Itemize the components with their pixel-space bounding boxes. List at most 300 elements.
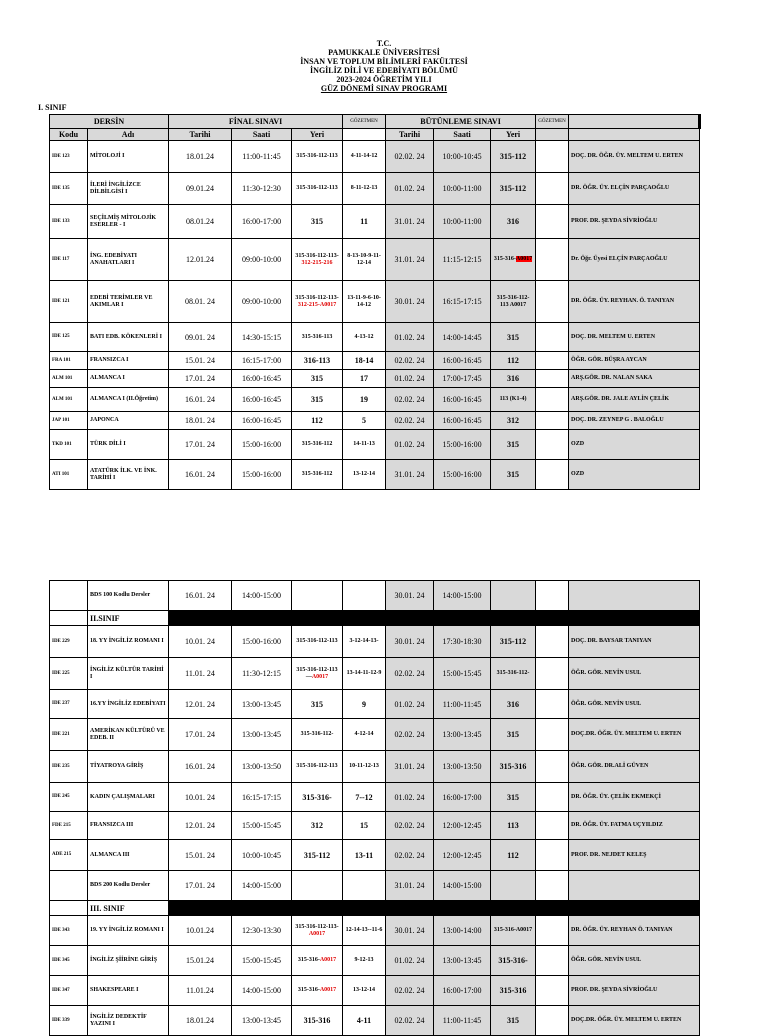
table-row: [50, 323, 700, 352]
makeup-room: 315: [491, 323, 536, 352]
header-instructor: [569, 115, 700, 129]
makeup-room: 112: [491, 352, 536, 370]
makeup-date: 02.02. 24: [386, 388, 434, 412]
makeup-date: 31.01. 24: [386, 205, 434, 239]
final-time: 16:00-16:45: [232, 388, 292, 412]
final-time: 13:00-13:45: [232, 690, 292, 719]
makeup-time: 10:00-11:00: [434, 205, 491, 239]
makeup-date: 30.01. 24: [386, 916, 434, 946]
table-row: [50, 430, 700, 460]
makeup-time: 13:00-13:45: [434, 946, 491, 976]
final-room-highlight: 312-215-216: [301, 259, 333, 266]
final-date: 17.01. 24: [169, 719, 232, 751]
course-code: IDE 133: [50, 205, 88, 239]
final-room: 315-316-: [292, 783, 343, 812]
course-code: IDE 339: [50, 1006, 88, 1036]
final-date: 11.01. 24: [169, 658, 232, 690]
col-yeri: Yeri: [292, 129, 343, 141]
final-room: 315: [292, 690, 343, 719]
final-date: 15.01. 24: [169, 840, 232, 871]
makeup-room-highlight: A0017: [515, 256, 533, 262]
instructor: OZD: [569, 460, 700, 490]
bds100-row-makeup-time: 14:00-15:00: [434, 581, 491, 611]
makeup-room: 315-316-A0017: [491, 916, 536, 946]
final-room-main: 315-316-112-113-: [295, 252, 339, 259]
course-name: ATATÜRK İLK. VE İNK. TARİHİ I: [88, 460, 169, 490]
final-proctor: 12-14-13--11-6: [343, 916, 386, 946]
instructor: ÖĞR. GÖR. NEVİN USUL: [569, 946, 700, 976]
course-code: IDE 123: [50, 141, 88, 173]
instructor: DOÇ. DR. ÖĞR. ÜY. MELTEM U. ERTEN: [569, 141, 700, 173]
final-room: 112: [292, 412, 343, 430]
makeup-room: 315-112: [491, 626, 536, 658]
makeup-date: 02.02. 24: [386, 141, 434, 173]
bds100-row-makeup-date: 30.01. 24: [386, 581, 434, 611]
makeup-proctor: [536, 690, 569, 719]
final-date: 15.01. 24: [169, 352, 232, 370]
final-room-main: 315-316-112-113-: [295, 294, 339, 301]
final-proctor: 8-11-12-13: [343, 173, 386, 205]
makeup-proctor: [536, 626, 569, 658]
makeup-proctor: [536, 173, 569, 205]
makeup-proctor: [536, 412, 569, 430]
table-row: [50, 352, 700, 370]
makeup-time: 16:00-16:45: [434, 352, 491, 370]
makeup-time: 13:00-13:50: [434, 751, 491, 783]
makeup-room: 113: [491, 812, 536, 840]
makeup-date: 02.02. 24: [386, 812, 434, 840]
bds200-row-blank: [50, 871, 88, 901]
makeup-room: 316: [491, 205, 536, 239]
makeup-proctor: [536, 460, 569, 490]
final-room: 315: [292, 370, 343, 388]
col-gozetmen-blank: [343, 129, 386, 141]
table-row: [50, 976, 700, 1006]
course-name: SHAKESPEARE I: [88, 976, 169, 1006]
final-proctor: 10-11-12-13: [343, 751, 386, 783]
makeup-room: 112: [491, 840, 536, 871]
header-line-2: PAMUKKALE ÜNİVERSİTESİ: [328, 48, 440, 57]
header-butunleme: BÜTÜNLEME SINAVI: [386, 115, 536, 129]
makeup-date: 01.02. 24: [386, 173, 434, 205]
instructor: ÖĞR. GÖR. NEVİN USUL: [569, 690, 700, 719]
header-final: FİNAL SINAVI: [169, 115, 343, 129]
final-room: [292, 281, 343, 323]
table-row: [50, 812, 700, 840]
final-proctor: 9: [343, 690, 386, 719]
instructor: DOÇ. DR. BAYSAR TANIYAN: [569, 626, 700, 658]
course-name: 18. YY İNGİLİZ ROMANI I: [88, 626, 169, 658]
table-row: [50, 946, 700, 976]
table-row: [50, 1006, 700, 1036]
final-time: 14:30-15:15: [232, 323, 292, 352]
instructor: DOÇ. DR. MELTEM U. ERTEN: [569, 323, 700, 352]
makeup-time: 16:00-16:45: [434, 412, 491, 430]
bds100-row-final-room: [292, 581, 343, 611]
makeup-date: 02.02. 24: [386, 840, 434, 871]
makeup-room-main: 315-316-: [493, 256, 516, 262]
bds200-row-makeup-room: [491, 871, 536, 901]
makeup-date: 02.02. 24: [386, 658, 434, 690]
makeup-date: 31.01. 24: [386, 239, 434, 281]
makeup-room: 315: [491, 1006, 536, 1036]
header-gozetmen-2: GÖZETMEN: [536, 115, 569, 129]
section-2-row: [50, 611, 700, 626]
course-name: ALMANCA I (II.Öğretim): [88, 388, 169, 412]
header-line-5: 2023-2024 ÖĞRETİM YILI: [336, 75, 432, 84]
makeup-proctor: [536, 658, 569, 690]
final-proctor: 14-11-13: [343, 430, 386, 460]
final-date: 11.01.24: [169, 976, 232, 1006]
table-row: [50, 751, 700, 783]
makeup-time: 12:00-12:45: [434, 812, 491, 840]
makeup-date: 01.02. 24: [386, 946, 434, 976]
course-name: ALMANCA III: [88, 840, 169, 871]
course-code: IDE 125: [50, 323, 88, 352]
makeup-room: 315-316-112-113 A0017: [491, 281, 536, 323]
final-time: 11:30-12:15: [232, 658, 292, 690]
final-proctor: 19: [343, 388, 386, 412]
instructor: DR. ÖĞR. ÜY. ÇELİK EKMEKÇİ: [569, 783, 700, 812]
section-2-row-bar: [169, 611, 700, 626]
makeup-date: 02.02. 24: [386, 412, 434, 430]
bds200-row-final-room: [292, 871, 343, 901]
final-room: [292, 976, 343, 1006]
final-time: 15:00-15:45: [232, 812, 292, 840]
makeup-time: 11:15-12:15: [434, 239, 491, 281]
course-name: TÜRK DİLİ I: [88, 430, 169, 460]
course-name: TİYATROYA GİRİŞ: [88, 751, 169, 783]
final-room: 315-316-112: [292, 460, 343, 490]
makeup-time: 10:00-10:45: [434, 141, 491, 173]
makeup-date: 01.02. 24: [386, 430, 434, 460]
makeup-proctor: [536, 719, 569, 751]
final-proctor: 13-12-14: [343, 460, 386, 490]
makeup-proctor: [536, 783, 569, 812]
final-room-highlight: A0017: [308, 930, 326, 937]
course-name: İNGİLİZ DEDEKTİF YAZINI I: [88, 1006, 169, 1036]
table-row: [50, 281, 700, 323]
final-date: 12.01. 24: [169, 690, 232, 719]
col-saati: Saati: [232, 129, 292, 141]
bds100-row-final-date: 16.01. 24: [169, 581, 232, 611]
final-time: 16:15-17:15: [232, 783, 292, 812]
makeup-date: 02.02. 24: [386, 1006, 434, 1036]
final-proctor: 5: [343, 412, 386, 430]
course-code: FRA 101: [50, 352, 88, 370]
final-room: 316-113: [292, 352, 343, 370]
final-time: 16:00-16:45: [232, 370, 292, 388]
instructor: DR. ÖĞR. ÜY. REYHAN Ö. TANIYAN: [569, 916, 700, 946]
final-time: 15:00-15:45: [232, 946, 292, 976]
course-code: IDE 245: [50, 783, 88, 812]
course-name: EDEBİ TERİMLER VE AKIMLAR I: [88, 281, 169, 323]
document-header: [0, 39, 768, 93]
makeup-proctor: [536, 1006, 569, 1036]
col-blank-3: [569, 129, 700, 141]
makeup-proctor: [536, 352, 569, 370]
makeup-proctor: [536, 812, 569, 840]
makeup-proctor: [536, 751, 569, 783]
final-time: 13:00-13:45: [232, 1006, 292, 1036]
col-saati-2: Saati: [434, 129, 491, 141]
final-date: 10.01.24: [169, 916, 232, 946]
final-room: 315: [292, 388, 343, 412]
makeup-proctor: [536, 976, 569, 1006]
final-room-main: 315-316-: [297, 957, 320, 963]
final-room: 315-316-112-113: [292, 173, 343, 205]
instructor: OZD: [569, 430, 700, 460]
makeup-date: 30.01. 24: [386, 626, 434, 658]
final-proctor: 17: [343, 370, 386, 388]
instructor: Dr. Öğr. Üyesi ELÇİN PARÇAOĞLU: [569, 239, 700, 281]
final-time: 16:00-16:45: [232, 412, 292, 430]
table-row: [50, 690, 700, 719]
col-tarihi: Tarihi: [169, 129, 232, 141]
final-date: 12.01.24: [169, 239, 232, 281]
course-code: IDE 237: [50, 690, 88, 719]
final-date: 17.01. 24: [169, 370, 232, 388]
final-room-main: 315-316-112-113—: [296, 666, 338, 680]
final-time: 11:30-12:30: [232, 173, 292, 205]
makeup-time: 15:00-16:00: [434, 460, 491, 490]
instructor: ÖĞR. GÖR. NEVİN USUL: [569, 658, 700, 690]
final-room-highlight: A0017: [319, 957, 337, 963]
final-room: [292, 658, 343, 690]
table-row: [50, 658, 700, 690]
makeup-room: 315: [491, 460, 536, 490]
section-3-row-blank: [50, 901, 88, 916]
makeup-time: 17:00-17:45: [434, 370, 491, 388]
final-date: 17.01. 24: [169, 430, 232, 460]
makeup-proctor: [536, 323, 569, 352]
final-room: 312: [292, 812, 343, 840]
course-code: TKD 101: [50, 430, 88, 460]
makeup-proctor: [536, 916, 569, 946]
makeup-date: 31.01. 24: [386, 460, 434, 490]
makeup-time: 11:00-11:45: [434, 1006, 491, 1036]
makeup-date: 01.02. 24: [386, 323, 434, 352]
course-name: 16.YY İNGİLİZ EDEBİYATI: [88, 690, 169, 719]
bds200-row-makeup-time: 14:00-15:00: [434, 871, 491, 901]
course-code: IDE 221: [50, 719, 88, 751]
course-name: JAPONCA: [88, 412, 169, 430]
makeup-time: 16:15-17:15: [434, 281, 491, 323]
makeup-proctor: [536, 840, 569, 871]
makeup-date: 01.02. 24: [386, 783, 434, 812]
course-name: SEÇİLMİŞ MİTOLOJİK ESERLER - I: [88, 205, 169, 239]
final-date: 10.01. 24: [169, 783, 232, 812]
course-name: İNG. EDEBİYATI ANAHATLARI I: [88, 239, 169, 281]
final-proctor: 11: [343, 205, 386, 239]
makeup-time: 12:00-12:45: [434, 840, 491, 871]
makeup-room: 315-316-: [491, 946, 536, 976]
header-line-1: T.C.: [376, 39, 392, 48]
instructor: DOÇ.DR. ÖĞR. ÜY. MELTEM U. ERTEN: [569, 719, 700, 751]
final-date: 18.01.24: [169, 141, 232, 173]
makeup-room: 315-112: [491, 141, 536, 173]
makeup-room: 113 (K1-4): [491, 388, 536, 412]
instructor: ÖĞR. GÖR. DR.ALİ GÜVEN: [569, 751, 700, 783]
final-room-highlight: A0017: [319, 987, 337, 993]
bds100-row-blank: [50, 581, 88, 611]
instructor: ARŞ.GÖR. DR. JALE AYLİN ÇELİK: [569, 388, 700, 412]
bds200-row-final-proctor: [343, 871, 386, 901]
course-name: KADIN ÇALIŞMALARI: [88, 783, 169, 812]
makeup-room: 315: [491, 430, 536, 460]
makeup-proctor: [536, 370, 569, 388]
final-date: 08.01.24: [169, 205, 232, 239]
bds100-row: [50, 581, 700, 611]
final-proctor: 13-11: [343, 840, 386, 871]
course-code: IDE 121: [50, 281, 88, 323]
makeup-room: 315-316-112-: [491, 658, 536, 690]
section-3-row: [50, 901, 700, 916]
instructor: DR. ÖĞR. ÜY. FATMA UÇYILDIZ: [569, 812, 700, 840]
course-code: IDE 347: [50, 976, 88, 1006]
makeup-time: 16:00-16:45: [434, 388, 491, 412]
final-time: 15:00-16:00: [232, 626, 292, 658]
final-room: [292, 946, 343, 976]
makeup-date: 30.01. 24: [386, 281, 434, 323]
final-room: 315: [292, 205, 343, 239]
bds100-row-label: BDS 100 Kodlu Dersler: [88, 581, 169, 611]
final-time: 13:00-13:45: [232, 719, 292, 751]
final-proctor: 3-12-14-13-: [343, 626, 386, 658]
final-date: 10.01. 24: [169, 626, 232, 658]
makeup-proctor: [536, 141, 569, 173]
instructor: PROF. DR. NEJDET KELEŞ: [569, 840, 700, 871]
table-row: [50, 370, 700, 388]
course-name: AMERİKAN KÜLTÜRÜ VE EDEB. II: [88, 719, 169, 751]
bds200-row-instructor: [569, 871, 700, 901]
makeup-proctor: [536, 205, 569, 239]
header-line-3: İNSAN VE TOPLUM BİLİMLERİ FAKÜLTESİ: [300, 57, 468, 66]
final-proctor: 13-14-11-12-9: [343, 658, 386, 690]
table-row: [50, 412, 700, 430]
makeup-date: 02.02. 24: [386, 352, 434, 370]
table-row: [50, 205, 700, 239]
bds100-row-makeup-room: [491, 581, 536, 611]
course-code: ATI 101: [50, 460, 88, 490]
final-room-main: 315-316-: [297, 987, 320, 993]
bds200-row-makeup-date: 31.01. 24: [386, 871, 434, 901]
makeup-time: 10:00-11:00: [434, 173, 491, 205]
final-proctor: 9-12-13: [343, 946, 386, 976]
course-name: ALMANCA I: [88, 370, 169, 388]
final-proctor: 13-12-14: [343, 976, 386, 1006]
final-room-main: 315-316-112-113-: [295, 923, 339, 930]
instructor: DOÇ. DR. ZEYNEP G . BALOĞLU: [569, 412, 700, 430]
section-3-row-bar: [169, 901, 700, 916]
final-time: 15:00-16:00: [232, 460, 292, 490]
bds200-row: [50, 871, 700, 901]
makeup-proctor: [536, 430, 569, 460]
course-name: FRANSIZCA I: [88, 352, 169, 370]
final-proctor: 4-11: [343, 1006, 386, 1036]
table-row: [50, 141, 700, 173]
course-code: ALM 101: [50, 370, 88, 388]
bds200-row-final-date: 17.01. 24: [169, 871, 232, 901]
final-proctor: 8-13-10-9-11-12-14: [343, 239, 386, 281]
course-code: IDE 229: [50, 626, 88, 658]
makeup-time: 15:00-15:45: [434, 658, 491, 690]
table-row: [50, 388, 700, 412]
final-time: 10:00-10:45: [232, 840, 292, 871]
makeup-room: 315-316: [491, 751, 536, 783]
makeup-room: 316: [491, 370, 536, 388]
section-3-row-label: III. SINIF: [88, 901, 169, 916]
table-row: [50, 719, 700, 751]
makeup-proctor: [536, 239, 569, 281]
makeup-time: 15:00-16:00: [434, 430, 491, 460]
bds200-row-label: BDS 200 Kodlu Dersler: [88, 871, 169, 901]
final-proctor: 18-14: [343, 352, 386, 370]
final-proctor: 13-11-9-6-10-14-12: [343, 281, 386, 323]
instructor: ÖĞR. GÖR. BÜŞRA AYCAN: [569, 352, 700, 370]
final-proctor: 4-11-14-12: [343, 141, 386, 173]
exam-table-1: [49, 114, 701, 490]
col-adi: Adı: [88, 129, 169, 141]
makeup-proctor: [536, 946, 569, 976]
makeup-time: 14:00-14:45: [434, 323, 491, 352]
makeup-date: 02.02. 24: [386, 719, 434, 751]
header-line-4: İNGİLİZ DİLİ VE EDEBİYATI BÖLÜMÜ: [310, 66, 458, 75]
final-room: 315-316-112: [292, 430, 343, 460]
final-room-highlight: 312-215-A0017: [297, 301, 337, 308]
makeup-room: 315: [491, 719, 536, 751]
final-proctor: 4-12-14: [343, 719, 386, 751]
table-row: [50, 460, 700, 490]
final-time: 11:00-11:45: [232, 141, 292, 173]
final-date: 18.01. 24: [169, 412, 232, 430]
makeup-time: 13:00-14:00: [434, 916, 491, 946]
course-name: MİTOLOJİ I: [88, 141, 169, 173]
final-time: 15:00-16:00: [232, 430, 292, 460]
instructor: DR. ÖĞR. ÜY. REYHAN. Ö. TANIYAN: [569, 281, 700, 323]
course-code: IDE 225: [50, 658, 88, 690]
makeup-time: 16:00-17:00: [434, 783, 491, 812]
final-room: [292, 239, 343, 281]
section-2-row-label: II.SINIF: [88, 611, 169, 626]
makeup-room: 316: [491, 690, 536, 719]
course-name: İNGİLİZ KÜLTÜR TARİHİ I: [88, 658, 169, 690]
instructor: DR. ÖĞR. ÜY. ELÇİN PARÇAOĞLU: [569, 173, 700, 205]
table-row: [50, 783, 700, 812]
makeup-date: 01.02. 24: [386, 690, 434, 719]
makeup-room: 315-112: [491, 173, 536, 205]
final-time: 09:00-10:00: [232, 281, 292, 323]
instructor: DOÇ.DR. ÖĞR. ÜY. MELTEM U. ERTEN: [569, 1006, 700, 1036]
table-row: [50, 916, 700, 946]
course-code: IDE 117: [50, 239, 88, 281]
makeup-room: 315: [491, 783, 536, 812]
final-room: 315-316: [292, 1006, 343, 1036]
final-time: 16:00-17:00: [232, 205, 292, 239]
final-room: 315-316-112-113: [292, 751, 343, 783]
col-blank-2: [536, 129, 569, 141]
instructor: PROF. DR. ŞEYDA SİVRİOĞLU: [569, 976, 700, 1006]
final-proctor: 4-13-12: [343, 323, 386, 352]
table-row: [50, 840, 700, 871]
final-proctor: 7--12: [343, 783, 386, 812]
final-date: 16.01. 24: [169, 460, 232, 490]
final-room: 315-316-112-113: [292, 626, 343, 658]
instructor: PROF. DR. ŞEYDA SİVRİOĞLU: [569, 205, 700, 239]
table-1-body: [50, 141, 700, 490]
makeup-time: 16:00-17:00: [434, 976, 491, 1006]
course-name: İNGİLİZ ŞİİRİNE GİRİŞ: [88, 946, 169, 976]
